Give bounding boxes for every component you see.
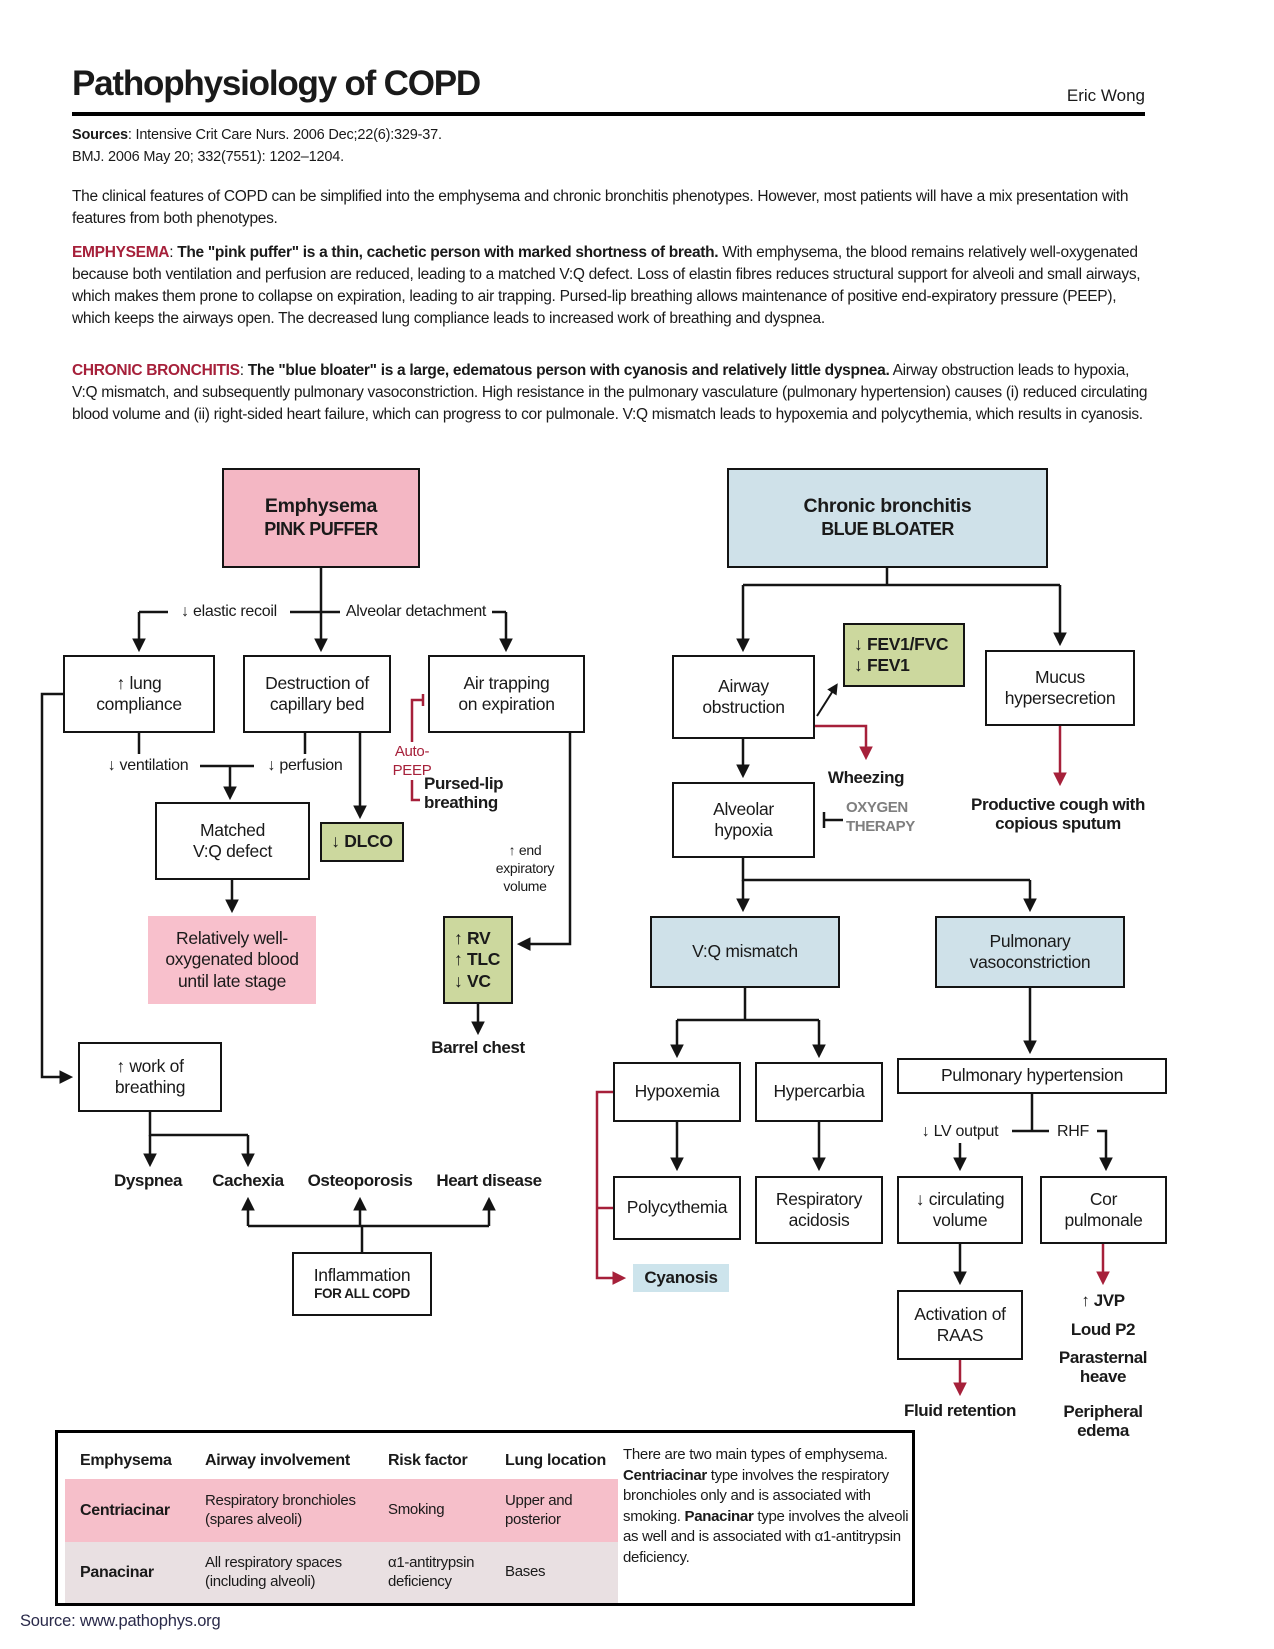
node-matched-vq-defect: Matched V:Q defect [155, 802, 310, 880]
table-header-row [65, 1443, 618, 1479]
node-pulmonary-hypertension: Pulmonary hypertension [897, 1058, 1167, 1094]
label-dyspnea: Dyspnea [113, 1171, 183, 1190]
label-oxygen-therapy: OXYGEN THERAPY [846, 799, 915, 835]
table-header-airway: Airway involvement [205, 1452, 350, 1469]
label-jvp: ↑ JVP [1081, 1291, 1125, 1310]
intro-paragraph: The clinical features of COPD can be simplified into the emphysema and chronic bronchitis phenotypes. However, most patients will have a mix presentation with features from both phenotypes. [72, 188, 1129, 227]
table-header-emphysema: Emphysema [80, 1452, 172, 1469]
label-parasternal-heave: Parasternal heave [1058, 1348, 1148, 1386]
edge-label-perfusion: ↓ perfusion [256, 756, 354, 775]
label-productive-cough: Productive cough with copious sputum [971, 795, 1145, 833]
emphysema-paragraph: EMPHYSEMA: The "pink puffer" is a thin, cachetic person with marked shortness of breath. With emphysema, the blood remains relatively well-oxygenated because both ventilation and perfusion are reduced, leading to a matched V:Q defect. Loss of elastin fibres reduces structural support for alveoli and small airways, which makes them prone to collapse on expiration, leading to air trapping. Pursed-lip breathing allows maintenance of positive end-expiratory pressure (PEEP), which keeps the airways open. The decreased lung compliance leads to increased work of breathing and dyspnea. [72, 244, 1141, 327]
label-wheezing: Wheezing [827, 768, 905, 787]
footer-source: Source: www.pathophys.org [20, 1612, 221, 1630]
node-inflammation: Inflammation FOR ALL COPD [292, 1252, 432, 1316]
edge-label-ventilation: ↓ ventilation [96, 756, 200, 775]
node-respiratory-acidosis: Respiratory acidosis [755, 1176, 883, 1244]
node-pulmonary-vasoconstriction: Pulmonary vasoconstriction [935, 916, 1125, 988]
label-loud-p2: Loud P2 [1070, 1320, 1136, 1339]
label-peripheral-edema: Peripheral edema [1063, 1402, 1143, 1440]
node-lung-compliance: ↑ lung compliance [63, 655, 215, 733]
author: Eric Wong [1066, 86, 1145, 105]
node-rv-tlc-vc: ↑ RV ↑ TLC ↓ VC [443, 916, 513, 1004]
edge-label-alveolar-detachment: Alveolar detachment [340, 602, 492, 621]
node-airway-obstruction: Airway obstruction [672, 655, 815, 739]
label-osteoporosis: Osteoporosis [307, 1171, 413, 1190]
emphysema-types-table [55, 1430, 915, 1606]
page-title: Pathophysiology of COPD [72, 64, 480, 103]
node-dlco: ↓ DLCO [320, 822, 404, 862]
edge-label-rhf: RHF [1051, 1122, 1095, 1141]
node-emphysema-header: Emphysema PINK PUFFER [222, 468, 420, 568]
node-activation-of-raas: Activation of RAAS [897, 1290, 1023, 1360]
table-header-location: Lung location [505, 1452, 606, 1469]
table-note: There are two main types of emphysema. Centriacinar type involves the respiratory bronchioles only and is associated with smoking. Panacinar type involves the alveoli as well and is associated with α1-antitrypsin deficiency. [623, 1446, 909, 1566]
node-work-of-breathing: ↑ work of breathing [78, 1042, 222, 1112]
edge-label-lv-output: ↓ LV output [910, 1122, 1010, 1141]
table-header-risk: Risk factor [388, 1452, 468, 1469]
bronchitis-paragraph: CHRONIC BRONCHITIS: The "blue bloater" is a large, edematous person with cyanosis and relatively little dyspnea. Airway obstruction leads to hypoxia, V:Q mismatch, and subsequently pulmonary vasoconstriction. High resistance in the pulmonary vasculature (pulmonary hypertension) causes (i) reduced circulating blood volume and (ii) right-sided heart failure, which can progress to cor pulmonale. V:Q mismatch leads to hypoxemia and polycythemia, which results in cyanosis. [72, 362, 1148, 423]
label-pursed-lip-breathing: Pursed-lip breathing [424, 774, 504, 812]
edge-label-auto-peep: Auto-PEEP [377, 742, 447, 780]
node-capillary-bed: Destruction of capillary bed [243, 655, 391, 733]
label-end-expiratory-volume: ↑ end expiratory volume [495, 842, 555, 894]
node-polycythemia: Polycythemia [613, 1176, 741, 1240]
node-well-oxygenated-blood: Relatively well- oxygenated blood until late stage [148, 916, 316, 1004]
label-fluid-retention: Fluid retention [903, 1401, 1017, 1420]
edge-label-elastic-recoil: ↓ elastic recoil [168, 602, 290, 621]
sources-line-2: BMJ. 2006 May 20; 332(7551): 1202–1204. [72, 149, 344, 165]
label-barrel-chest: Barrel chest [431, 1038, 525, 1057]
node-chronic-bronchitis-header: Chronic bronchitis BLUE BLOATER [727, 468, 1048, 568]
label-cachexia: Cachexia [212, 1171, 284, 1190]
label-heart-disease: Heart disease [436, 1171, 542, 1190]
table-row-panacinar: Panacinar All respiratory spaces (including alveoli) α1-antitrypsin deficiency Bases [65, 1542, 618, 1603]
node-cor-pulmonale: Cor pulmonale [1040, 1176, 1167, 1244]
node-fev: ↓ FEV1/FVC ↓ FEV1 [843, 623, 965, 687]
node-hypercarbia: Hypercarbia [755, 1062, 883, 1122]
node-circulating-volume: ↓ circulating volume [897, 1176, 1023, 1244]
node-vq-mismatch: V:Q mismatch [650, 916, 840, 988]
table-row-centriacinar: Centriacinar Respiratory bronchioles (spares alveoli) Smoking Upper and posterior [65, 1479, 618, 1542]
node-alveolar-hypoxia: Alveolar hypoxia [672, 782, 815, 858]
node-mucus-hypersecretion: Mucus hypersecretion [985, 650, 1135, 726]
sources-line-1: Sources: Intensive Crit Care Nurs. 2006 Dec;22(6):329-37. [72, 127, 442, 143]
node-cyanosis: Cyanosis [633, 1264, 729, 1292]
node-air-trapping: Air trapping on expiration [428, 655, 585, 733]
node-hypoxemia: Hypoxemia [613, 1062, 741, 1122]
